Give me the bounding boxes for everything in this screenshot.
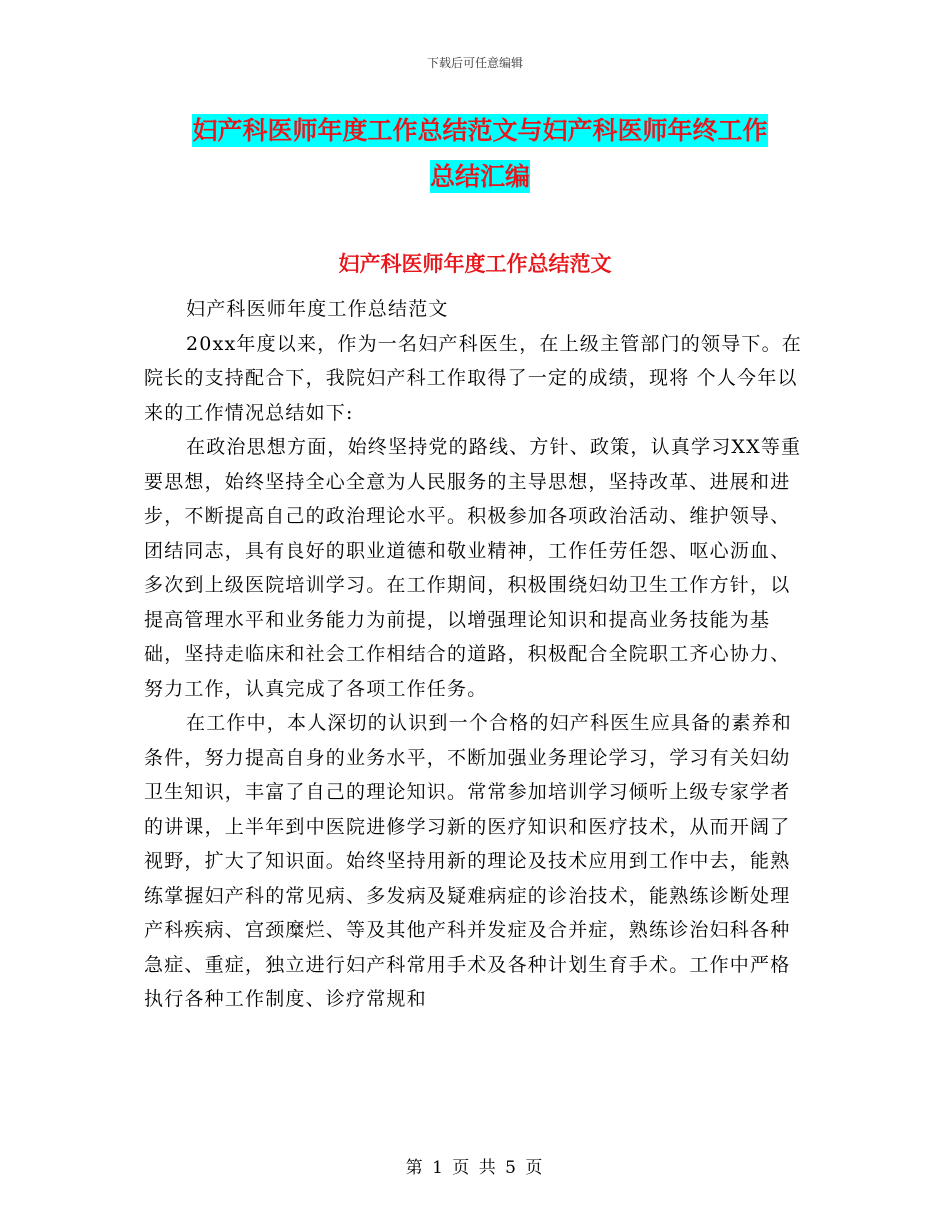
page-footer: 第 1 页 共 5 页: [405, 1158, 545, 1178]
title-line-2: 总结汇编: [429, 162, 530, 191]
title-line-1: 妇产科医师年度工作总结范文与妇产科医师年终工作: [192, 116, 768, 145]
section-title: 妇产科医师年度工作总结范文: [338, 252, 612, 276]
paragraph-political: 在政治思想方面，始终坚持党的路线、方针、政策，认真学习XX等重要思想，始终坚持全心全意为人民服务的主导思想，坚持改革、进展和进步，不断提高自己的政治理论水平。积极参加各项政治活动、维护领导、团结同志，具有良好的职业道德和敬业精神，工作任劳任怨、呕心沥血、多次到上级医院培训学习。在工作期间，积极围绕妇幼卫生工作方针，以提高管理水平和业务能力为前提，以增强理论知识和提高业务技能为基础，坚持走临床和社会工作相结合的道路，积极配合全院职工齐心协力、努力工作，认真完成了各项工作任务。: [144, 436, 802, 700]
document-title: [140, 108, 820, 200]
header-note: 下载后可任意编辑: [426, 56, 523, 70]
paragraph-subtitle: 妇产科医师年度工作总结范文: [186, 298, 449, 320]
document-body: [144, 292, 810, 1017]
paragraph-intro: 20xx年度以来，作为一名妇产科医生，在上级主管部门的领导下。在院长的支持配合下，我院妇产科工作取得了一定的成绩，现将 个人今年以来的工作情况总结如下:: [144, 332, 803, 424]
paragraph-work: 在工作中，本人深切的认识到一个合格的妇产科医生应具备的素养和条件，努力提高自身的业务水平，不断加强业务理论学习，学习有关妇幼卫生知识，丰富了自己的理论知识。常常参加培训学习倾听上级专家学者的讲课，上半年到中医院进修学习新的医疗知识和医疗技术，从而开阔了视野，扩大了知识面。始终坚持用新的理论及技术应用到工作中去，能熟练掌握妇产科的常见病、多发病及疑难病症的诊治技术，能熟练诊断处理产科疾病、宫颈糜烂、等及其他产科并发症及合并症，熟练诊治妇科各种急症、重症，独立进行妇产科常用手术及各种计划生育手术。工作中严格执行各种工作制度、诊疗常规和: [144, 712, 793, 1010]
